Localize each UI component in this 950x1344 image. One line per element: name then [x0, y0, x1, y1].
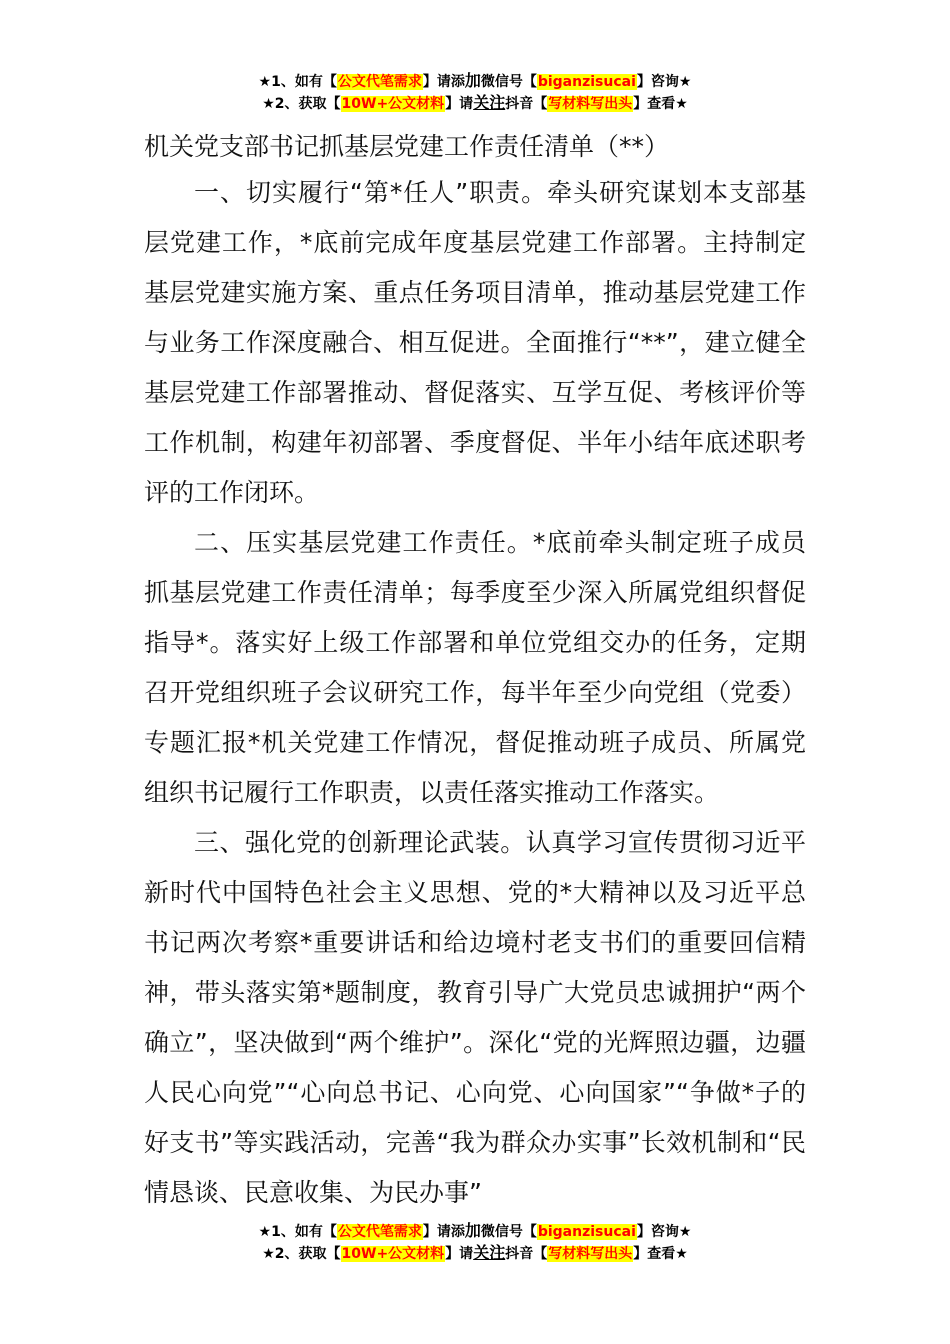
- banner-text-emphasis: 关注: [473, 93, 506, 112]
- banner-line-1: [0, 70, 950, 92]
- star-icon: ★: [678, 1224, 692, 1240]
- banner-text-emphasis: 关注: [473, 1243, 506, 1262]
- paragraph-3: 三、强化党的创新理论武装。认真学习宣传贯彻习近平新时代中国特色社会主义思想、党的*大精神以及习近平总书记两次考察*重要讲话和给边境村老支书们的重要回信精神，带头落实第*题制度，教育引导广大党员忠诚拥护“两个确立”，坚决做到“两个维护”。深化“党的光辉照边疆，边疆人民心向党”“心向总书记、心向党、心向国家”“争做*子的好支书”等实践活动，完善“我为群众办实事”长效机制和“民情恳谈、民意收集、为民办事”: [144, 828, 806, 1207]
- banner-text: 抖音【: [505, 1246, 548, 1262]
- star-icon: ★: [262, 1246, 275, 1262]
- banner-text: 1、如有【: [271, 74, 337, 90]
- banner-text: 】请添: [422, 1224, 465, 1240]
- star-icon: ★: [678, 74, 692, 90]
- star-icon: ★: [675, 96, 688, 112]
- top-banner: [0, 70, 950, 114]
- banner-text: 】请: [445, 96, 474, 112]
- banner-text: 2、获取【: [274, 1246, 341, 1262]
- highlight-materials: 10W+公文材料: [341, 1246, 445, 1262]
- banner-text: 抖音【: [505, 96, 548, 112]
- banner-text: 微信号【: [480, 74, 537, 90]
- paragraph-1: 一、切实履行“第*任人”职责。牵头研究谋划本支部基层党建工作，*底前完成年度基层党建工作部署。主持制定基层党建实施方案、重点任务项目清单，推动基层党建工作与业务工作深度融合、相互促进。全面推行“**”，建立健全基层党建工作部署推动、督促落实、互学互促、考核评价等工作机制，构建年初部署、季度督促、半年小结年底述职考评的工作闭环。: [144, 178, 806, 507]
- star-icon: ★: [262, 96, 275, 112]
- banner-text-emphasis: 加: [464, 71, 481, 90]
- banner-text: 1、如有【: [271, 1224, 337, 1240]
- banner-text: 】请: [445, 1246, 474, 1262]
- banner-line-2: [0, 92, 950, 114]
- star-icon: ★: [675, 1246, 688, 1262]
- highlight-wechat-id: biganzisucai: [537, 74, 636, 90]
- star-icon: ★: [258, 74, 272, 90]
- banner-line-2: [0, 1242, 950, 1264]
- banner-text: 】查看: [633, 96, 676, 112]
- highlight-service: 公文代笔需求: [337, 74, 422, 90]
- banner-text: 】请添: [422, 74, 465, 90]
- banner-text: 】咨询: [636, 74, 679, 90]
- star-icon: ★: [258, 1224, 272, 1240]
- document-title: 机关党支部书记抓基层党建工作责任清单（**）: [144, 132, 670, 161]
- banner-text: 】咨询: [636, 1224, 679, 1240]
- banner-line-1: [0, 1220, 950, 1242]
- paragraph-2: 二、压实基层党建工作责任。*底前牵头制定班子成员抓基层党建工作责任清单；每季度至少深入所属党组织督促指导*。落实好上级工作部署和单位党组交办的任务，定期召开党组织班子会议研究工作，每半年至少向党组（党委）专题汇报*机关党建工作情况，督促推动班子成员、所属党组织书记履行工作职责，以责任落实推动工作落实。: [144, 528, 806, 807]
- highlight-materials: 10W+公文材料: [341, 96, 445, 112]
- banner-text: 2、获取【: [274, 96, 341, 112]
- bottom-banner: [0, 1220, 950, 1264]
- document-body: [144, 126, 806, 1218]
- banner-text: 微信号【: [480, 1224, 537, 1240]
- highlight-douyin-account: 写材料写出头: [548, 96, 633, 112]
- highlight-douyin-account: 写材料写出头: [548, 1246, 633, 1262]
- highlight-service: 公文代笔需求: [337, 1224, 422, 1240]
- banner-text-emphasis: 加: [464, 1221, 481, 1240]
- banner-text: 】查看: [633, 1246, 676, 1262]
- highlight-wechat-id: biganzisucai: [537, 1224, 636, 1240]
